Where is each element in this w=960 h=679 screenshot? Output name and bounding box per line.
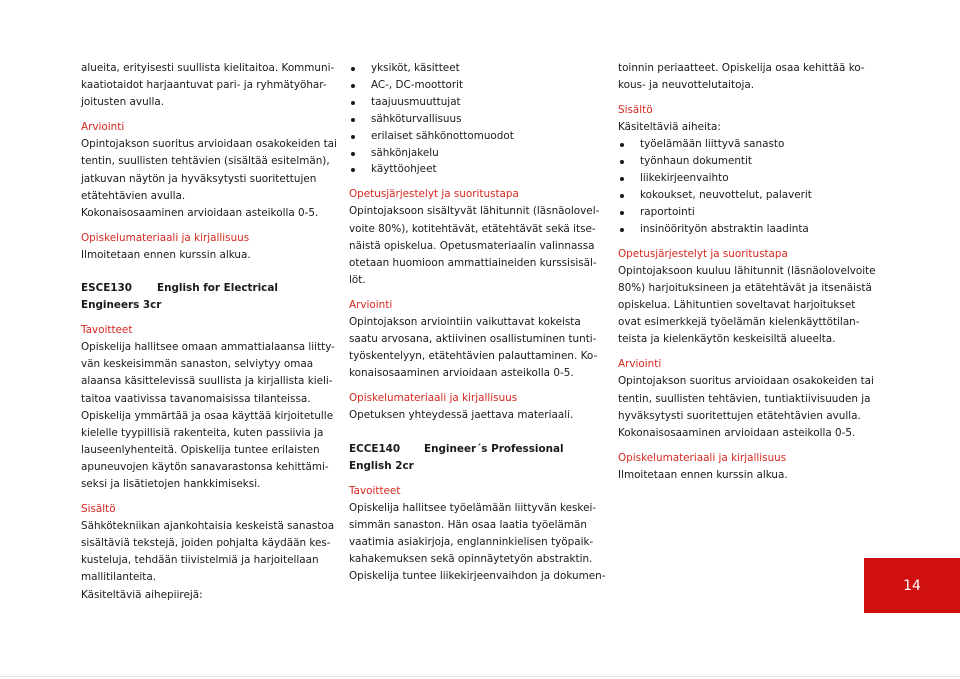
text-line: apuneuvojen käytön sanavarastonsa kehittämi- — [81, 460, 329, 473]
text-line: kahakemuksen sekä opinnäytetyön abstraktin. — [349, 553, 593, 566]
bullet-icon — [351, 152, 355, 156]
list-item-label: taajuusmuuttujat — [371, 95, 461, 108]
bullet-icon — [620, 228, 624, 232]
list-item — [349, 128, 589, 145]
list-item-label: liikekirjeenvaihto — [640, 172, 729, 185]
bullet-icon — [351, 101, 355, 105]
list-item-label: työnhaun dokumentit — [640, 155, 752, 168]
list-item-label: käyttöohjeet — [371, 163, 437, 176]
bullet-icon — [351, 84, 355, 88]
text-line: Kokonaisosaaminen arvioidaan asteikolla 0-5. — [81, 206, 319, 219]
list-item — [349, 161, 589, 178]
page-number: 14 — [903, 577, 921, 594]
list-item-label: yksiköt, käsitteet — [371, 62, 460, 74]
course-header — [81, 280, 309, 297]
section-heading-tavoitteet: Tavoitteet — [349, 484, 401, 497]
column-right — [618, 60, 876, 484]
text-line: jatkuvan näytön ja hyväksytysti suoritettujen — [81, 172, 317, 185]
course-title-cont: English 2cr — [349, 459, 414, 472]
text-line: Sähkötekniikan ajankohtaisia keskeistä sanastoa — [81, 520, 335, 533]
text-line: taitoa vaativissa tavanomaisissa tilanteissa. — [81, 392, 311, 405]
list-item — [618, 204, 858, 221]
text-line: kielelle tyypillisiä rakenteita, kuten passiivia ja — [81, 426, 324, 439]
bullet-icon — [620, 194, 624, 198]
text-line: otetaan huomioon ammattiaineiden kurssisisäl- — [349, 256, 597, 269]
text-line: sisältäviä tekstejä, joiden pohjalta käydään kes- — [81, 537, 331, 550]
text-line: Opintojakson suoritus arvioidaan osakokeiden tai — [81, 138, 337, 151]
text-line: teista ja kielenkäytön keskeisiltä alueelta. — [618, 333, 836, 346]
text-line: Opiskelija hallitsee omaan ammattialaansa liitty- — [81, 341, 335, 354]
section-heading-materiaali: Opiskelumateriaali ja kirjallisuus — [81, 231, 250, 244]
list-item — [618, 136, 858, 153]
course-code: ESCE130 — [81, 282, 132, 295]
list-item-label: insinöörityön abstraktin laadinta — [640, 222, 809, 235]
text-line: Opintojakson suoritus arvioidaan osakokeiden tai — [618, 375, 874, 388]
text-line: alaansa käsittelevissä suullista ja kirjallista kieli- — [81, 375, 333, 388]
list-item — [349, 145, 589, 162]
bullet-icon — [620, 160, 624, 164]
list-item-label: AC-, DC-moottorit — [371, 78, 464, 91]
column-middle — [349, 60, 606, 585]
section-heading-materiaali: Opiskelumateriaali ja kirjallisuus — [618, 451, 787, 464]
course-title: Engineer´s Professional — [424, 442, 564, 455]
text-line: tentin, suullisten tehtävien (sisältää esitelmän), — [81, 155, 330, 168]
bullet-icon — [351, 135, 355, 139]
section-heading-sisalto: Sisältö — [618, 104, 653, 117]
text-line: kaatiotaidot harjaantuvat pari- ja ryhmätyöhar- — [81, 79, 327, 92]
text-line: joitusten avulla. — [81, 96, 165, 109]
text-line: Opiskelija tuntee liikekirjeenvaihdon ja dokumen- — [349, 570, 606, 583]
course-title-cont: Engineers 3cr — [81, 299, 162, 312]
text-line: toinnin periaatteet. Opiskelija osaa kehittää ko- — [618, 62, 865, 74]
list-item — [618, 153, 858, 170]
text-line: voite 80%), kotitehtävät, etätehtävät sekä itse- — [349, 222, 596, 235]
section-heading-sisalto: Sisältö — [81, 503, 116, 516]
list-item — [349, 60, 589, 77]
text-line: tentin, suullisten tehtävien, tuntiaktiivisuuden ja — [618, 392, 871, 405]
course-header — [349, 441, 589, 458]
text-line: Käsiteltäviä aihepiirejä: — [81, 588, 203, 601]
list-item — [618, 187, 858, 204]
text-line: saatu arvosana, aktiivinen osallistuminen tunti- — [349, 333, 597, 346]
list-item — [349, 94, 589, 111]
column-left — [81, 60, 337, 604]
section-heading-materiaali: Opiskelumateriaali ja kirjallisuus — [349, 392, 518, 405]
text-line: löt. — [349, 273, 366, 286]
text-line: Ilmoitetaan ennen kurssin alkua. — [618, 468, 788, 481]
bullet-icon — [620, 143, 624, 147]
text-line: näistä opiskelua. Opetusmateriaalin valinnassa — [349, 239, 595, 252]
text-line: vaatimia asiakirjoja, englanninkielisen työpaik- — [349, 535, 594, 548]
text-line: simmän sanaston. Hän osaa laatia työelämän — [349, 518, 588, 531]
bullet-icon — [620, 177, 624, 181]
list-item — [618, 170, 858, 187]
page-number-tab — [864, 558, 960, 613]
course-title: English for Electrical — [157, 282, 278, 295]
section-heading-arviointi: Arviointi — [618, 358, 662, 371]
list-item-label: raportointi — [640, 206, 695, 218]
text-line: Ilmoitetaan ennen kurssin alkua. — [81, 248, 251, 261]
text-line: Opiskelija hallitsee työelämään liittyvän keskei- — [349, 501, 597, 514]
text-line: etätehtävien avulla. — [81, 189, 186, 202]
text-line: ovat esimerkkejä työelämän kielenkäyttötilan- — [618, 316, 860, 329]
text-line: Opetuksen yhteydessä jaettava materiaali. — [349, 409, 574, 422]
bullet-icon — [351, 118, 355, 122]
section-heading-opetus: Opetusjärjestelyt ja suoritustapa — [618, 247, 788, 260]
text-line: hyväksytysti suoritettujen etätehtävien avulla. — [618, 409, 861, 422]
text-line: Opiskelija ymmärtää ja osaa käyttää kirjoitetulle — [81, 409, 334, 422]
text-line: vän keskeisimmän sanaston, selviytyy omaa — [81, 358, 314, 371]
section-heading-opetus: Opetusjärjestelyt ja suoritustapa — [349, 188, 519, 201]
text-line: opiskelua. Lähituntien soveltavat harjoitukset — [618, 299, 856, 312]
text-line: lauseenlyhenteitä. Opiskelija tuntee erilaisten — [81, 443, 320, 456]
list-item-label: kokoukset, neuvottelut, palaverit — [640, 189, 812, 202]
text-line: konaisosaaminen arvioidaan asteikolla 0-5. — [349, 367, 574, 380]
text-line: seksi ja lisätietojen hankkimiseksi. — [81, 477, 261, 490]
text-line: 80%) harjoituksineen ja etätehtävät ja itsenäistä — [618, 282, 872, 294]
text-line: alueita, erityisesti suullista kielitaitoa. Kommuni- — [81, 62, 335, 74]
list-item — [349, 77, 589, 94]
section-heading-tavoitteet: Tavoitteet — [81, 324, 133, 337]
list-item-label: sähkönjakelu — [371, 146, 439, 159]
bullet-icon — [351, 67, 355, 71]
text-line: Opintojakson arviointiin vaikuttavat kokeista — [349, 316, 581, 328]
text-line: Käsiteltäviä aiheita: — [618, 121, 721, 134]
list-item-label: sähköturvallisuus — [371, 112, 462, 125]
text-line: kusteluja, tehdään tiivistelmiä ja harjoitellaan — [81, 554, 319, 567]
bottom-divider — [0, 676, 960, 677]
list-item-label: erilaiset sähkönottomuodot — [371, 129, 514, 142]
section-heading-arviointi: Arviointi — [81, 121, 125, 134]
list-item — [618, 221, 858, 238]
list-item — [349, 111, 589, 128]
text-line: mallitilanteita. — [81, 571, 157, 584]
section-heading-arviointi: Arviointi — [349, 298, 393, 311]
text-line: Opintojaksoon kuuluu lähitunnit (läsnäolovelvoite — [618, 264, 876, 277]
text-line: kous- ja neuvottelutaitoja. — [618, 79, 755, 92]
text-line: Kokonaisosaaminen arvioidaan asteikolla 0-5. — [618, 426, 856, 439]
bullet-icon — [620, 211, 624, 215]
text-line: työskentelyyn, etätehtävien palauttaminen. Ko- — [349, 350, 598, 363]
list-item-label: työelämään liittyvä sanasto — [640, 138, 785, 151]
text-line: Opintojaksoon sisältyvät lähitunnit (läsnäolovel- — [349, 205, 600, 218]
bullet-icon — [351, 168, 355, 172]
course-code: ECCE140 — [349, 442, 401, 455]
